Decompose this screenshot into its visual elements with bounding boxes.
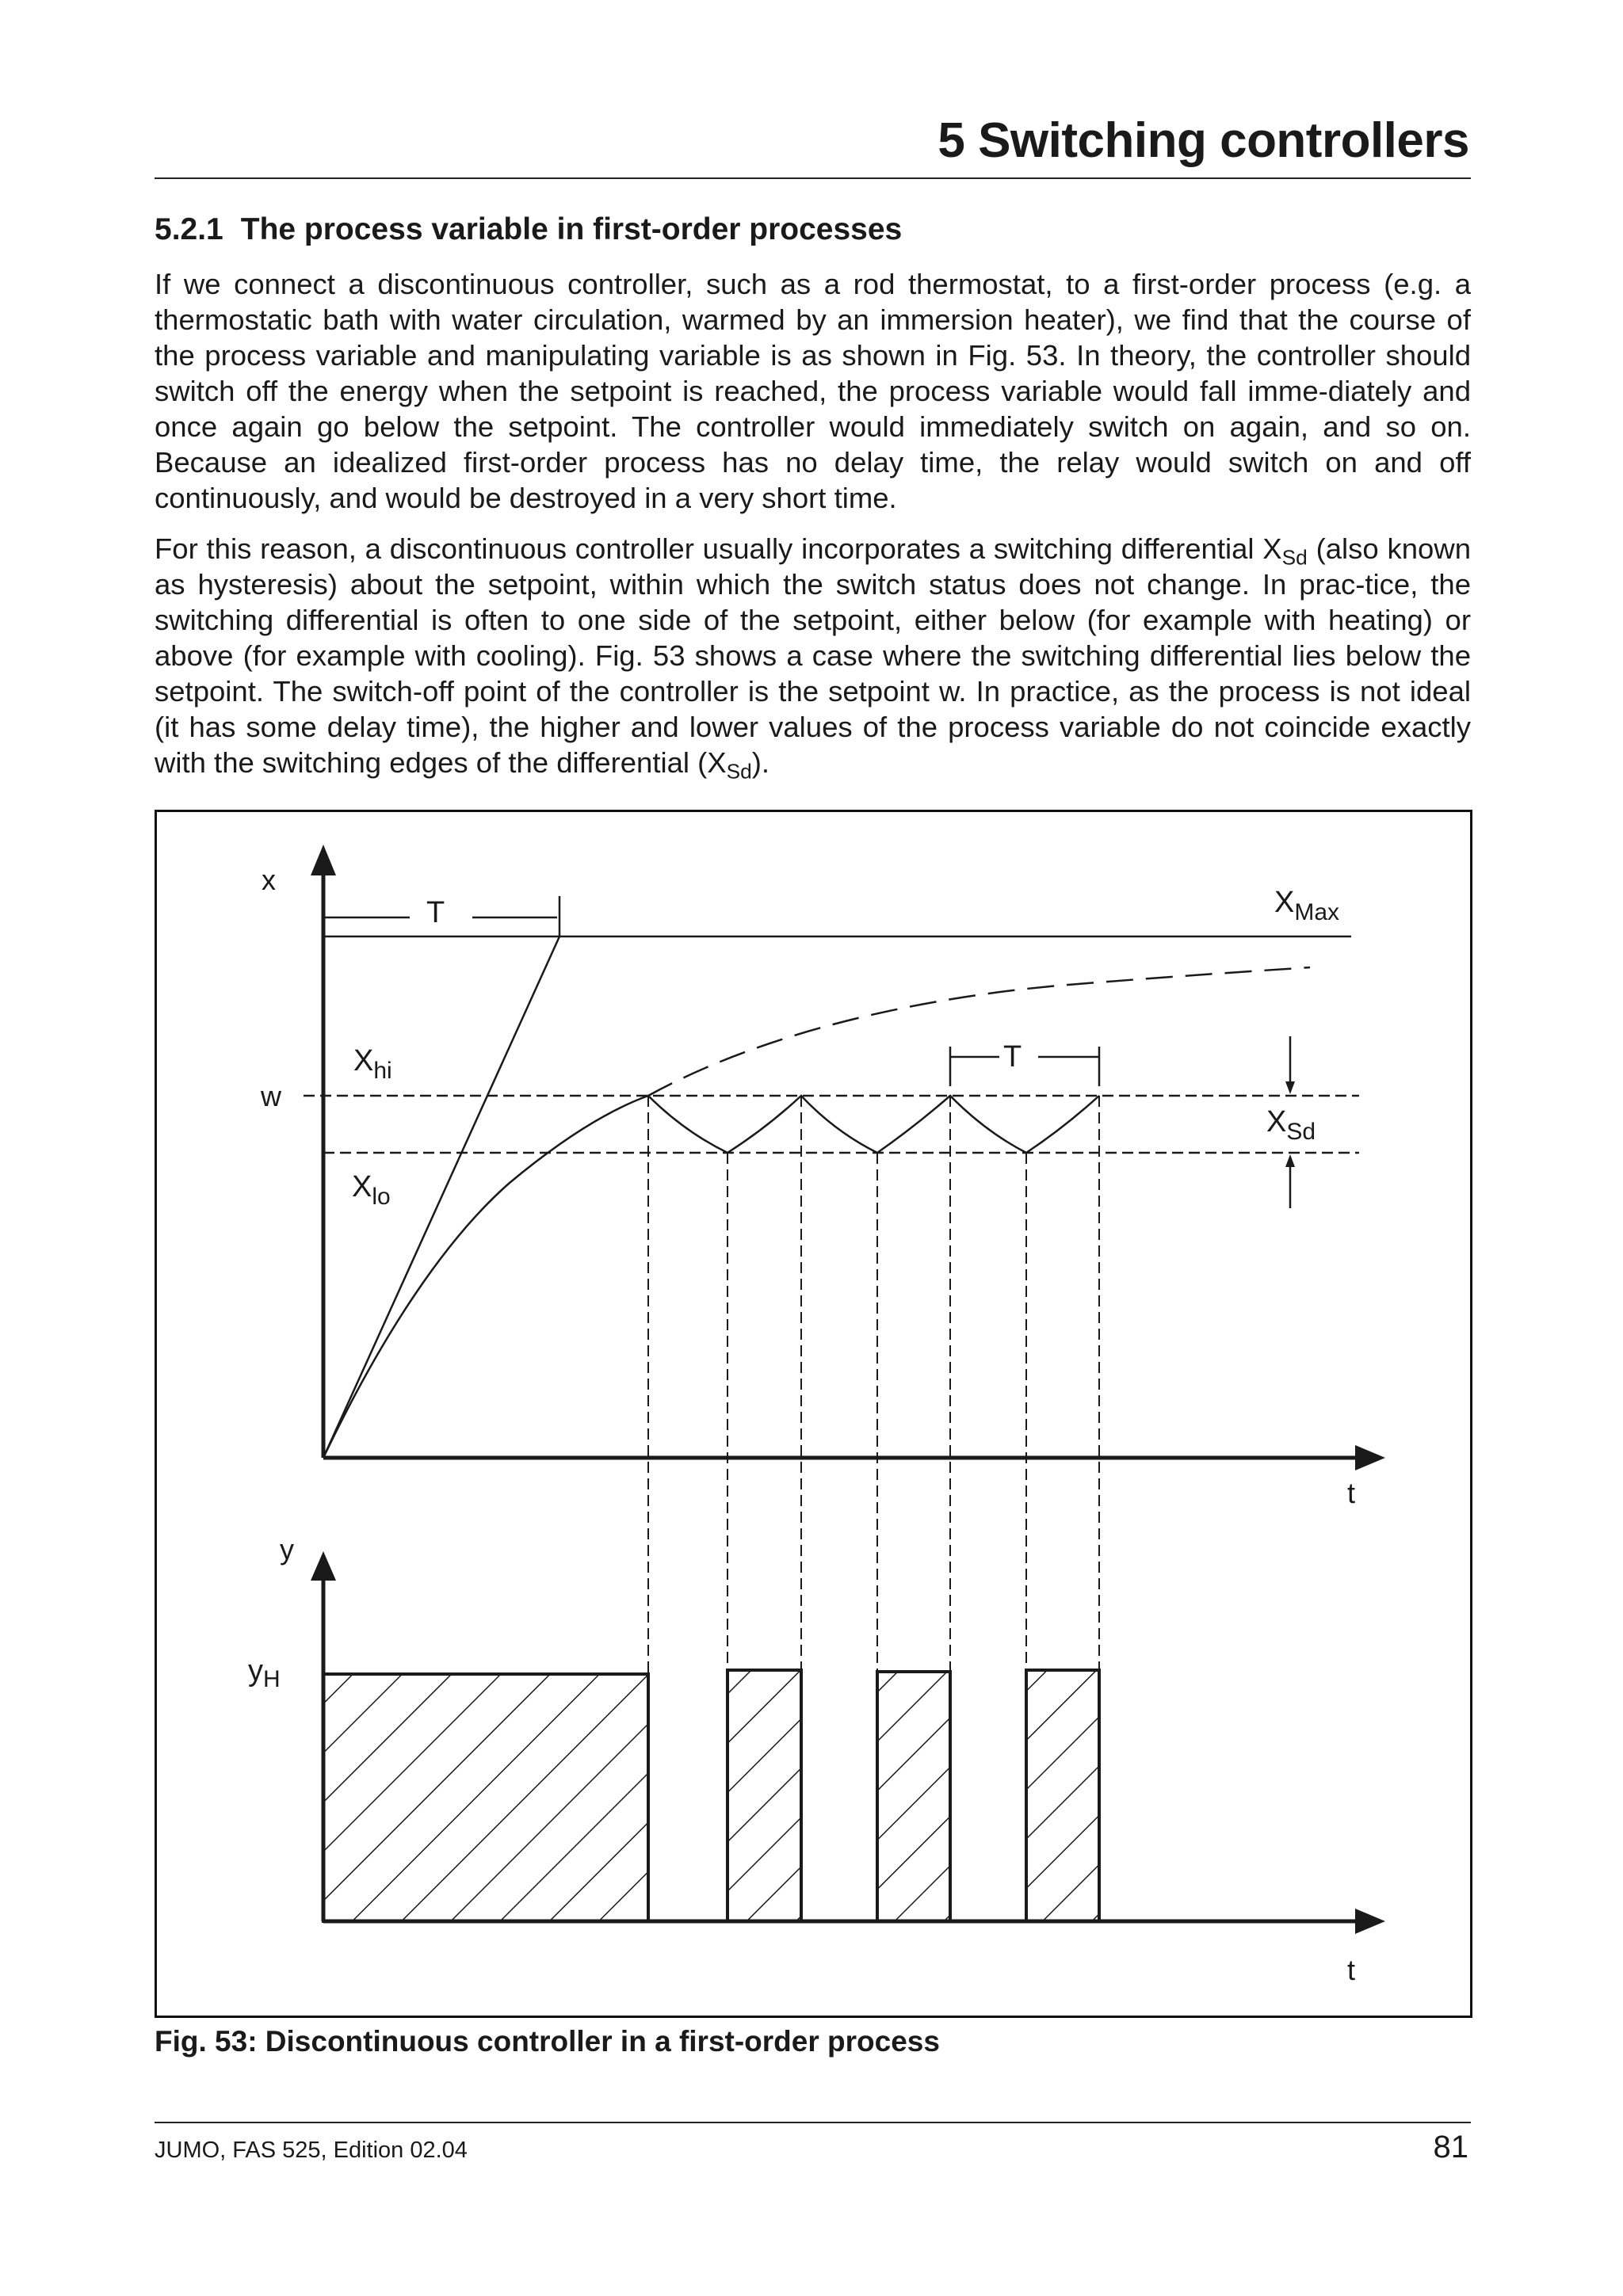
figure-diagram [157,812,1470,2016]
heating-pulse-2 [727,1670,801,1921]
period-label: T [1003,1040,1022,1074]
uncontrolled-curve-dashed [648,967,1310,1096]
paragraph-2-part-1: For this reason, a discontinuous controller usually incorporates a switching differential X [155,532,1282,565]
paragraph-2-sub-1: Sd [1281,545,1308,570]
y-axis-arrow-icon [311,1551,336,1581]
paragraph-1: If we connect a discontinuous controller, such as a rod thermostat, to a first-order process (e.g. a thermostatic bath with water circulation, warmed by an immersion heater), we find that the course of the process variable and manipulating variable is as shown in Fig. 53. In theory, the controller should switch off the energy when the setpoint is reached, the process variable would fall imme-diately and once again go below the setpoint. The controller would immediately switch on again, and so on. Because an idealized first-order process has no delay time, the relay would switch on and off continuously, and would be destroyed in a very short time. [155,268,1471,514]
footer-edition: JUMO, FAS 525, Edition 02.04 [155,2138,468,2163]
y-axis-label: y [280,1533,294,1566]
x-hi-label: $X_{hi}$ [353,1044,392,1084]
x-lo-label: $X_{lo}$ [352,1170,391,1210]
page-number: 81 [1433,2130,1468,2164]
paragraph-2-part-2: (also known as hysteresis) about the setpoint, within which the switch status does not change. In prac-tice, the switching differential is often to one side of the setpoint, either below (for example with heating) or above (for example with cooling). Fig. 53 shows a case where the switching differential lies below the setpoint. The switch-off point of the controller is the setpoint w. In practice, as the process is not ideal (it has some delay time), the higher and lower values of the process variable do not coincide exactly with the switching edges of the differential (X [155,532,1471,779]
oscillation-curve [648,1096,1099,1153]
paragraph-2-part-3: ). [751,746,770,779]
heating-pulse-3 [877,1672,950,1921]
chapter-title: 5 Switching controllers [938,113,1469,168]
x-axis-label: x [262,864,276,896]
header-rule [155,177,1471,179]
x-axis-arrow-icon [311,845,336,875]
section-number: 5.2.1 [155,212,223,246]
t-label-upper: T [426,896,445,929]
x-sd-arrow-down-icon [1285,1081,1295,1094]
time-label-lower: t [1347,1954,1356,1986]
x-sd-label: $X_{Sd}$ [1266,1105,1316,1145]
figure-caption: Fig. 53: Discontinuous controller in a first-order process [155,2025,940,2058]
footer-rule [155,2122,1471,2123]
figure-frame [155,810,1472,2018]
response-curve [323,1096,648,1458]
x-sd-arrow-up-icon [1285,1154,1295,1167]
section-title: The process variable in first-order processes [240,212,903,246]
y-h-label: $y_H$ [248,1654,281,1692]
paragraph-2-sub-2: Sd [726,759,752,784]
time-axis-lower-arrow-icon [1355,1909,1385,1934]
paragraph-2 [155,531,1471,784]
heating-pulse-1 [323,1674,648,1921]
section-heading [155,212,902,247]
heating-pulse-4 [1026,1670,1099,1921]
time-axis-upper-arrow-icon [1355,1445,1385,1470]
time-label-upper: t [1347,1477,1356,1509]
setpoint-label: w [261,1080,281,1112]
x-max-label: $X_{Max}$ [1274,886,1340,925]
